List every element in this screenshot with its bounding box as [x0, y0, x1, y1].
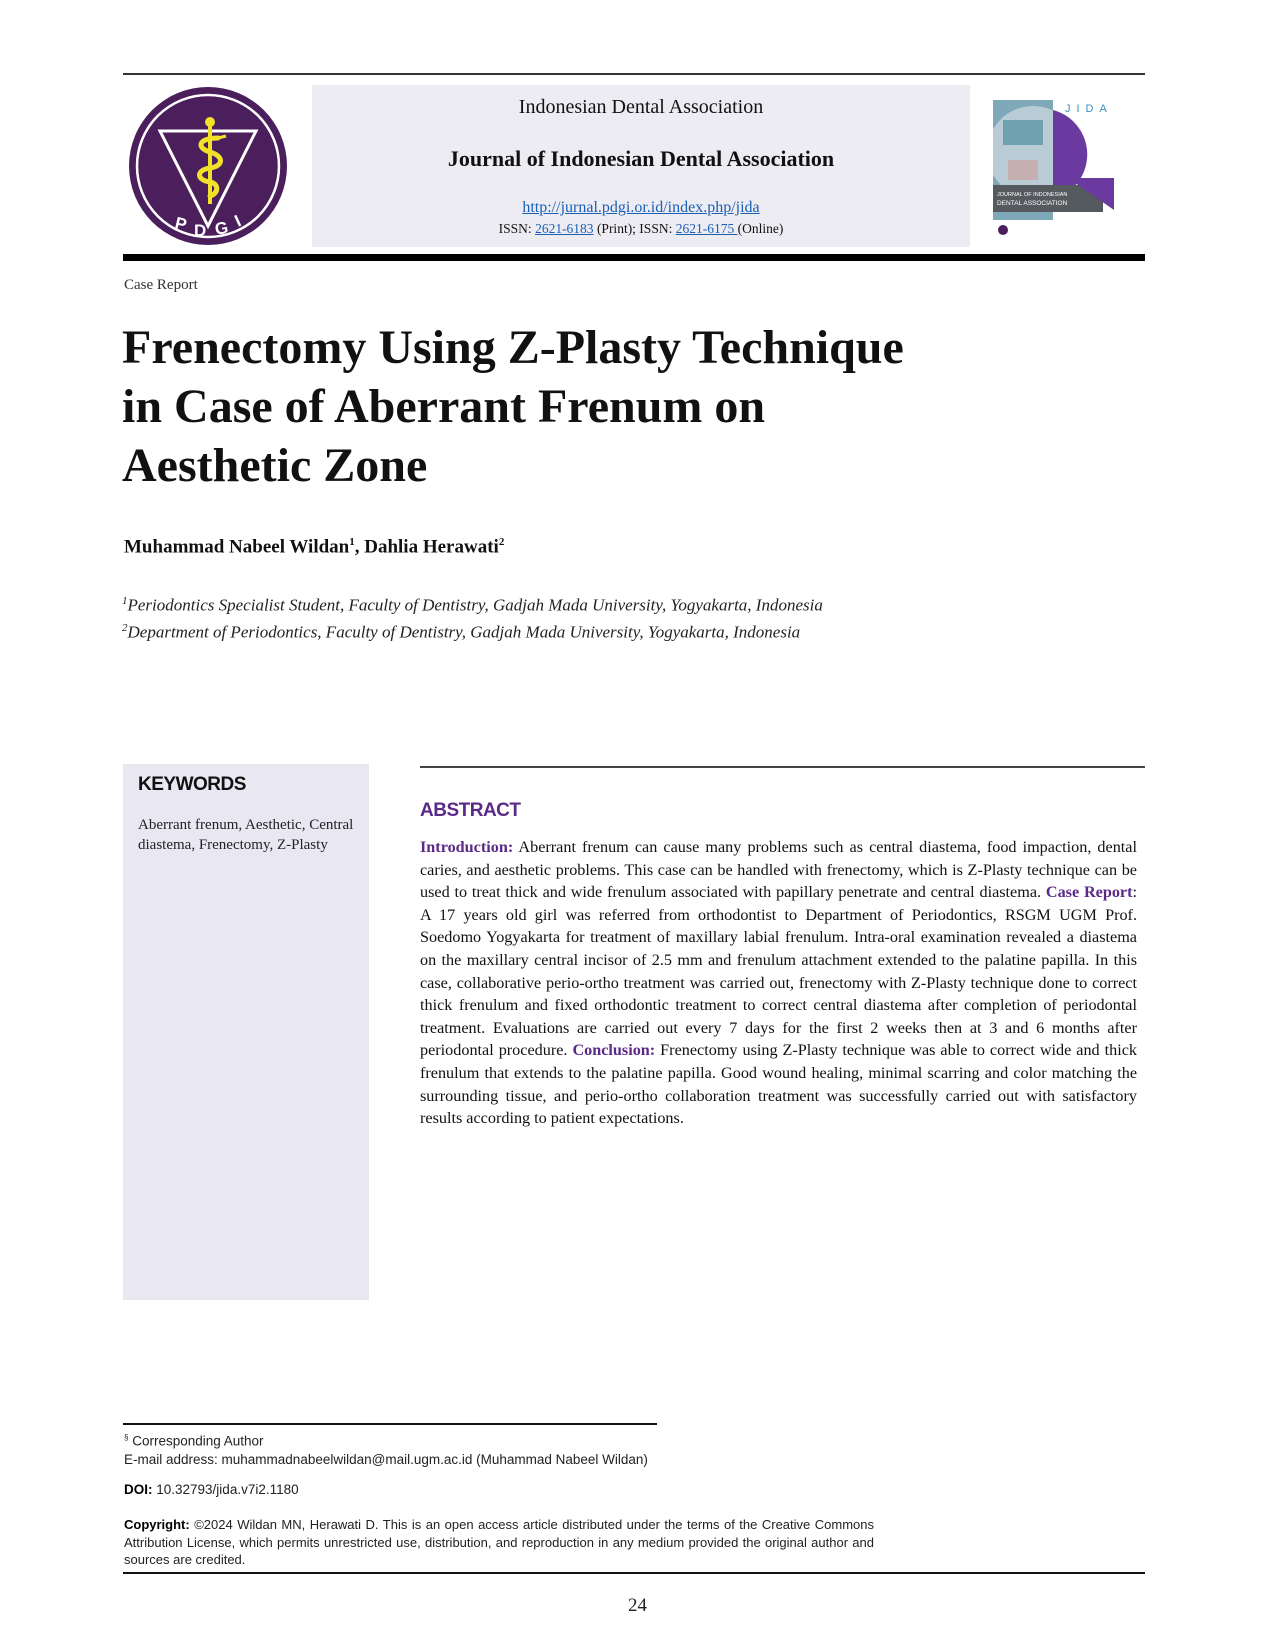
journal-cover-image — [993, 100, 1114, 250]
svg-text:G: G — [213, 217, 230, 239]
author-separator: , — [354, 536, 365, 558]
doi-value[interactable]: 10.32793/jida.v7i2.1180 — [152, 1482, 299, 1497]
author-list — [124, 536, 504, 558]
author-affiliation-mark: 1 — [349, 536, 355, 548]
page-number: 24 — [628, 1595, 647, 1616]
doi-line — [124, 1482, 299, 1497]
journal-header-band — [312, 85, 970, 247]
corresponding-author-note — [124, 1429, 648, 1469]
header-bottom-rule — [123, 254, 1145, 261]
footnote-rule — [123, 1423, 657, 1425]
abstract-heading: ABSTRACT — [420, 800, 521, 821]
affiliation-item: $^1$Periodontics Specialist Student, Faculty of Dentistry, Gadjah Mada University, Yogyakarta, Indonesia — [122, 595, 823, 615]
article-title — [122, 318, 1022, 495]
copyright-label: Copyright: — [124, 1517, 190, 1532]
abstract-rule — [420, 766, 1145, 768]
title-line: in Case of Aberrant Frenum on — [122, 380, 766, 433]
author-name: Muhammad Nabeel Wildan — [124, 536, 350, 558]
copyright-notice — [124, 1516, 874, 1569]
keywords-list: Aberrant frenum, Aesthetic, Central diastema, Frenectomy, Z-Plasty — [138, 817, 354, 853]
doi-label: DOI: — [124, 1482, 153, 1497]
svg-text:I: I — [231, 211, 244, 231]
journal-name: Journal of Indonesian Dental Association — [447, 146, 835, 171]
introduction-text: Aberrant frenum can cause many problems such as central diastema, food impaction, dental caries, and aesthetic problems. This case can be handled with frenectomy, which is Z-Plasty technique can be used to treat thick and wide frenulum associated with papillary penetrate and central diastema. — [420, 838, 1137, 902]
svg-text:JOURNAL OF INDONESIAN: JOURNAL OF INDONESIAN — [997, 192, 1068, 198]
svg-text:DENTAL ASSOCIATION: DENTAL ASSOCIATION — [997, 200, 1068, 207]
keywords-heading: KEYWORDS — [138, 774, 246, 795]
svg-text:D: D — [194, 221, 207, 240]
organization-name: Indonesian Dental Association — [518, 96, 764, 118]
affiliation-item: $^2$Department of Periodontics, Faculty of Dentistry, Gadjah Mada University, Yogyakarta, Indonesia — [122, 621, 801, 642]
title-line: Aesthetic Zone — [122, 439, 428, 492]
svg-text:P: P — [173, 213, 189, 235]
copyright-text: ©2024 Wildan MN, Herawati D. This is an open access article distributed under the terms of the Creative Commons Attribution License, which permits unrestricted use, distribution, and reproduction in any medium provided the original author and sources are credited. — [124, 1517, 874, 1567]
affiliations — [122, 590, 823, 643]
journal-url-link[interactable]: http://jurnal.pdgi.or.id/index.php/jida — [522, 199, 760, 216]
issn-online-suffix: (Online) — [737, 221, 784, 236]
footer-bottom-rule — [123, 1572, 1145, 1574]
case-report-label: Case Report — [1045, 883, 1133, 902]
corresponding-author-label: Corresponding Author — [128, 1433, 264, 1449]
introduction-label: Introduction: — [420, 838, 514, 856]
issn-line — [312, 221, 970, 237]
issn-label: ISSN: — [498, 221, 536, 236]
title-line: Frenectomy Using Z-Plasty Technique — [122, 321, 904, 374]
conclusion-label: Conclusion: — [572, 1041, 656, 1060]
section-mark: § — [124, 1433, 129, 1442]
email-line: E-mail address: muhammadnabeelwildan@mail.ugm.ac.id (Muhammad Nabeel Wildan) — [124, 1451, 648, 1467]
issn-print-link[interactable]: 2621-6183 — [535, 221, 594, 236]
author-affiliation-mark: 2 — [498, 536, 505, 548]
issn-print-suffix: (Print); ISSN: — [593, 221, 676, 236]
caduceus-icon — [128, 86, 288, 246]
issn-online-link[interactable]: 2621-6175 — [675, 221, 738, 236]
keywords-panel — [123, 764, 369, 1300]
svg-text:JIDA: JIDA — [1065, 103, 1113, 115]
case-report-text: : A 17 years old girl was referred from orthodontist to Department of Periodontics, RSGM UGM Prof. Soedomo Yogyakarta for treatment of maxillary labial frenulum. Intra-oral examination revealed a diastema on the maxillary central incisor of 2.5 mm and frenulum attachment extended to the palatine papilla. In this case, collaborative perio-ortho treatment was carried out, frenectomy with Z-Plasty technique done to correct thick frenulum and fixed orthodontic treatment to correct central diastema after completion of periodontal treatment. Evaluations are carried out every 7 days for the first 2 weeks then at 3 and 6 months after periodontal procedure. — [420, 883, 1137, 1060]
header-top-rule — [123, 73, 1145, 75]
article-type: Case Report — [124, 277, 198, 293]
pdgi-logo — [128, 86, 288, 246]
author-name: Dahlia Herawati — [364, 536, 499, 558]
abstract-body — [420, 836, 1137, 1130]
conclusion-text: Frenectomy using Z-Plasty technique was able to correct wide and thick frenulum that extends to the palatine papilla. Good wound healing, minimal scarring and color matching the surrounding tissue, and perio-ortho collaboration treatment was successfully carried out with satisfactory results according to patient expectations. — [420, 1041, 1137, 1128]
